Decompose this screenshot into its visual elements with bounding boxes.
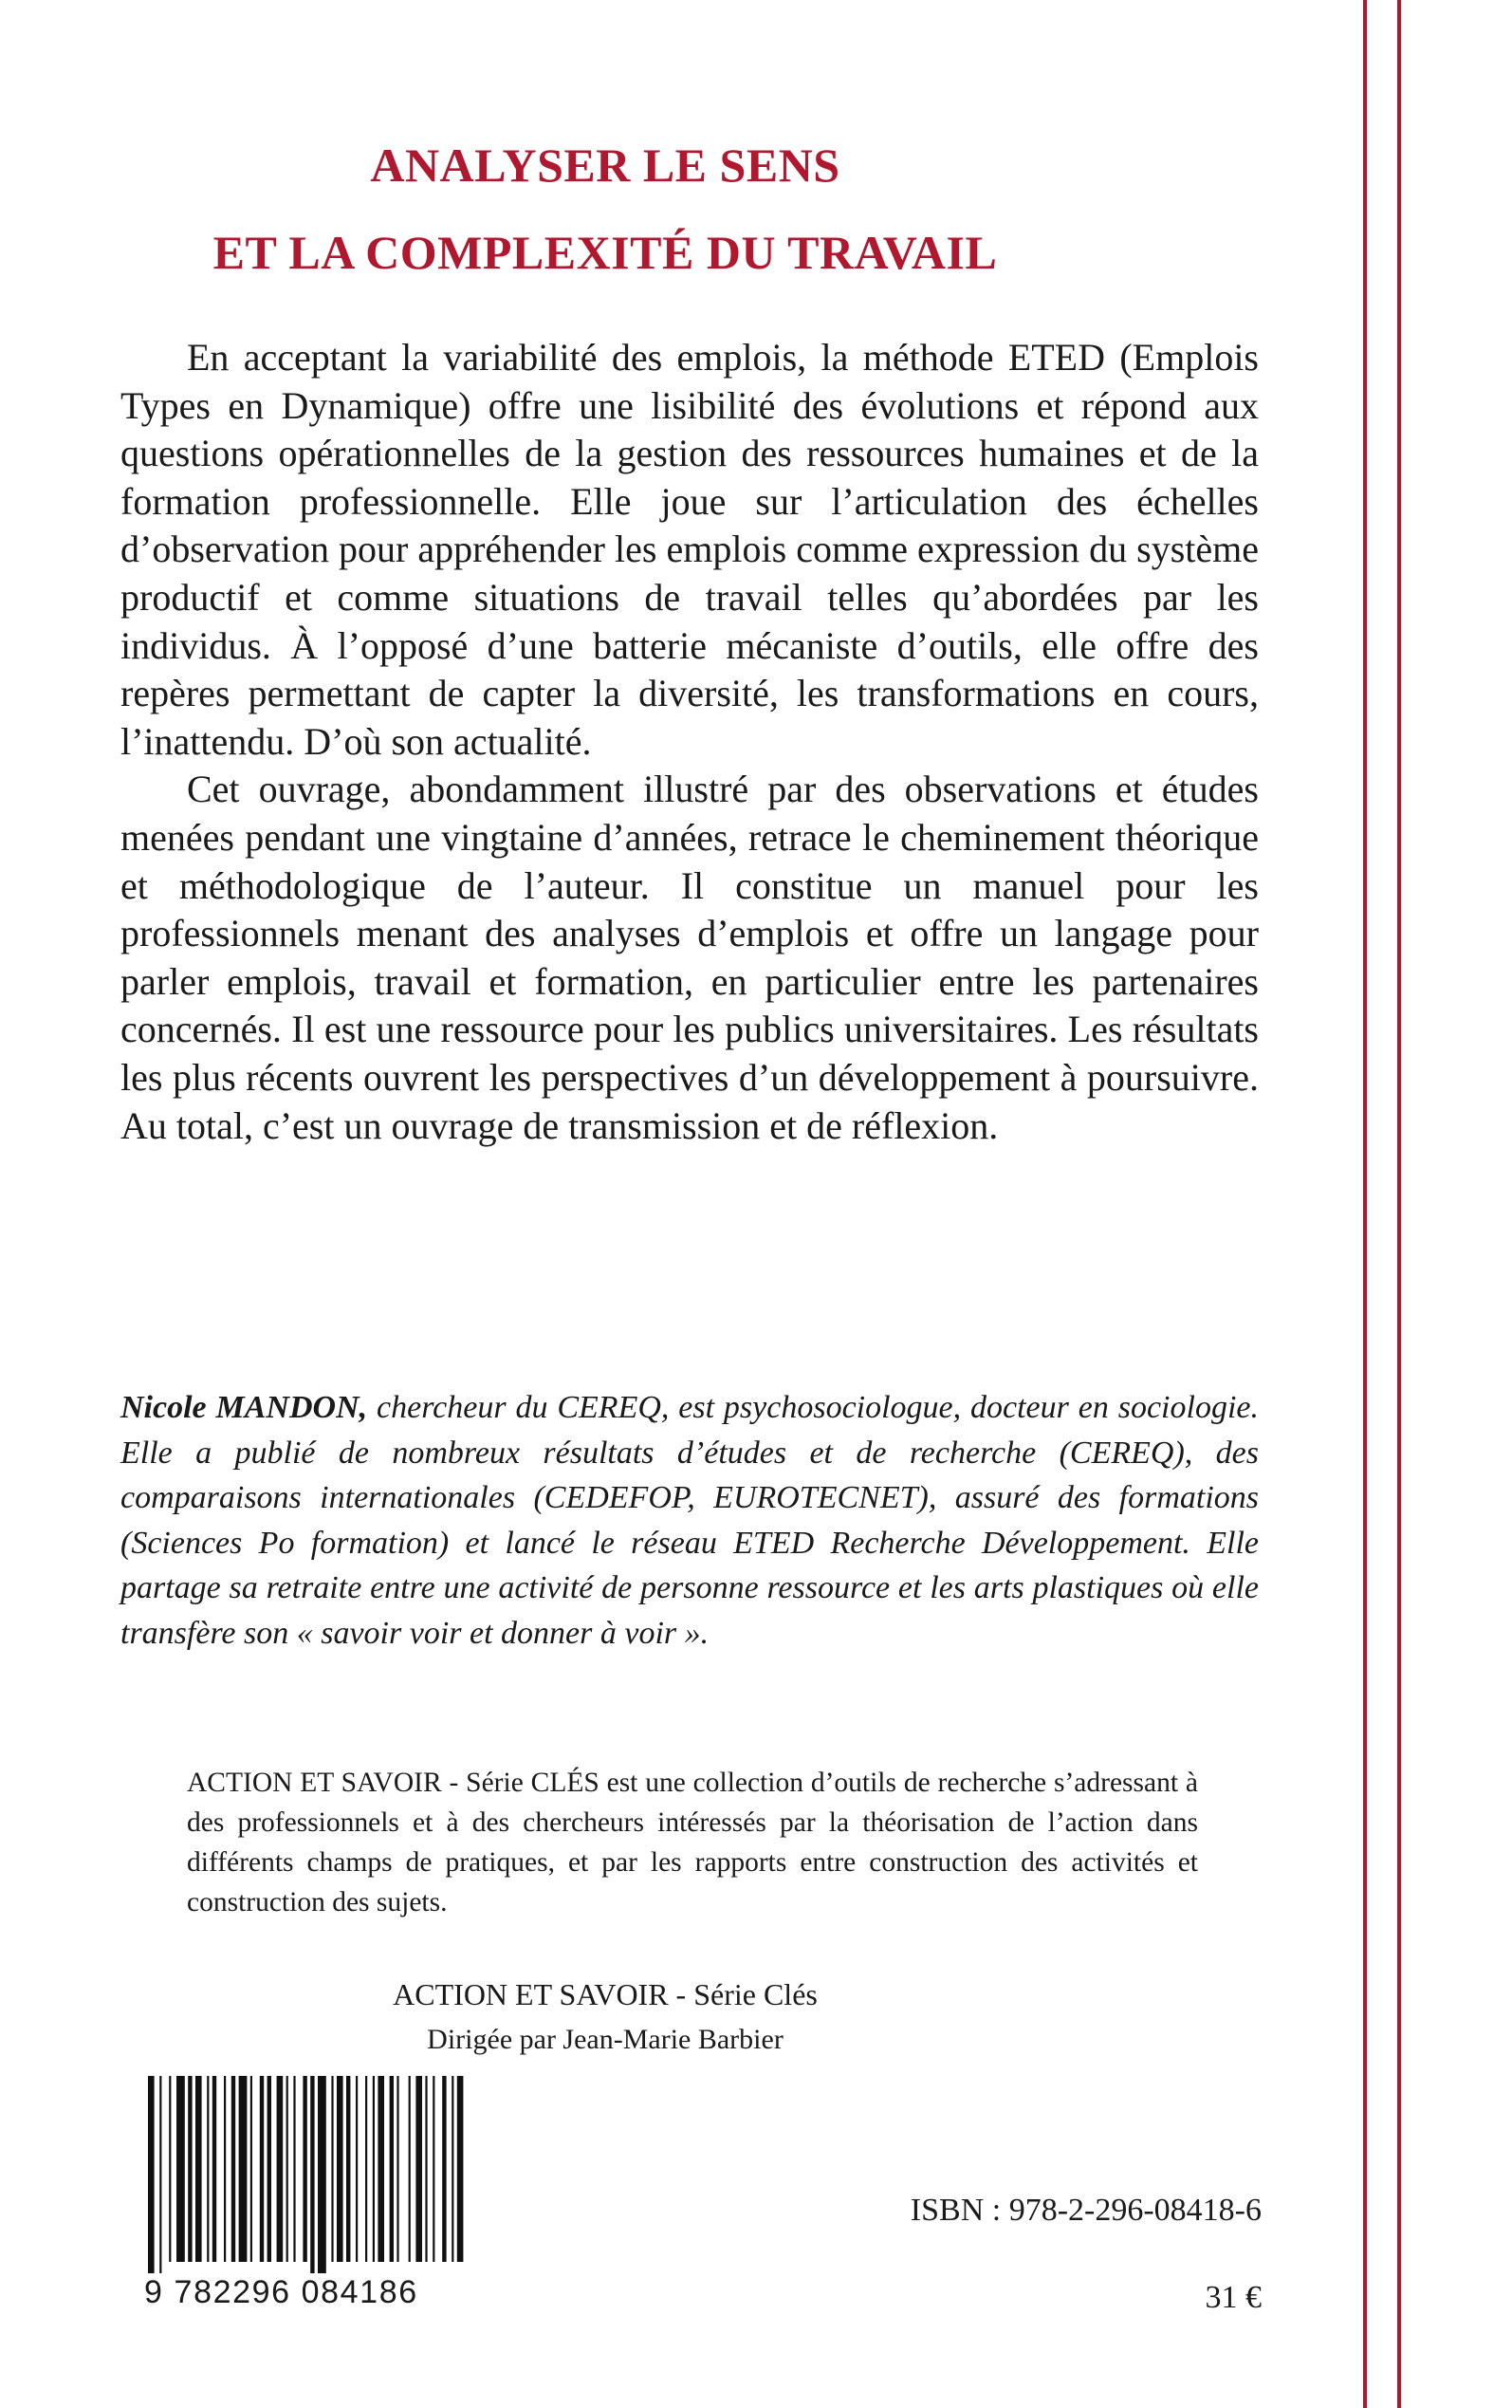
barcode-bar: [365, 2076, 367, 2262]
barcode-bar: [224, 2076, 226, 2262]
barcode-bar: [231, 2076, 235, 2262]
author-bio: [120, 1385, 1259, 1656]
barcode-bar: [425, 2076, 427, 2262]
barcode-bar: [318, 2076, 326, 2273]
barcode-bar: [452, 2076, 453, 2262]
spine-border-line-left: [1363, 0, 1367, 2408]
series-name: ACTION ET SAVOIR - Série Clés: [393, 1977, 818, 2011]
barcode-bar: [356, 2076, 358, 2262]
barcode-bar: [442, 2076, 446, 2262]
book-blurb: [120, 334, 1259, 1150]
author-bio-text: chercheur du CEREQ, est psychosociologue, docteur en sociologie. Elle a publié de nombreux résultats d’études et de recherche (CEREQ), des comparaisons internationales (CEDEFOP, EUROTECNET), assuré des formations (Sciences Po formation) et lancé le réseau ETED Recherche Développement. Elle partage sa retraite entre une activité de personne ressource et les arts plastiques où elle transfère son « savoir voir et donner à voir ».: [120, 1390, 1259, 1651]
barcode-bar: [188, 2076, 192, 2262]
collection-description: ACTION ET SAVOIR - Série CLÉS est une collection d’outils de recherche s’adressant à des professionnels et à des chercheurs intéressés par la théorisation de l’action dans différents champs de pratiques, et par les rapports entre construction des activités et construction des sujets.: [187, 1768, 1198, 1917]
series-editor: Dirigée par Jean-Marie Barbier: [427, 2024, 784, 2055]
barcode-bar: [337, 2076, 343, 2262]
barcode-bar: [378, 2076, 384, 2262]
blurb-paragraph-1: En acceptant la variabilité des emplois, la méthode ETED (Emplois Types en Dynamique) offre une lisibilité des évolutions et répond aux questions opérationnelles de la gestion des ressources humaines et de la formation professionnelle. Elle joue sur l’articulation des échelles d’observation pour appréhender les emplois comme expression du système productif et comme situations de travail telles qu’abordées par les individus. À l’opposé d’une batterie mécaniste d’outils, elle offre des repères permettant de capter la diversité, les transformations en cours, l’inattendu. D’où son actualité.: [120, 336, 1259, 763]
barcode-bar: [169, 2076, 171, 2262]
barcode-bar: [303, 2076, 306, 2262]
barcode-bar: [148, 2076, 155, 2273]
barcode-bar: [277, 2076, 284, 2262]
barcode-bar: [396, 2076, 398, 2262]
barcode-bars: [144, 2076, 467, 2273]
barcode-bar: [286, 2076, 288, 2262]
barcode-bar: [176, 2076, 185, 2262]
author-name: Nicole MANDON,: [120, 1390, 368, 1425]
barcode-bar: [415, 2076, 422, 2262]
barcode-bar: [195, 2076, 202, 2262]
barcode-bar: [433, 2076, 434, 2262]
barcode-bar: [212, 2076, 216, 2262]
barcode-bar: [457, 2076, 464, 2262]
barcode-bar: [293, 2076, 295, 2262]
series-info: [0, 1972, 1210, 2063]
isbn: ISBN : 978-2-296-08418-6: [910, 2193, 1262, 2228]
barcode-bar: [267, 2076, 271, 2262]
title-line-2: ET LA COMPLEXITÉ DU TRAVAIL: [212, 226, 998, 279]
barcode-bar: [373, 2076, 375, 2262]
barcode-bar: [250, 2076, 252, 2262]
barcode-bar: [346, 2076, 350, 2262]
price: 31 €: [1205, 2280, 1262, 2315]
spine-border-line-right: [1397, 0, 1401, 2408]
barcode-bar: [260, 2076, 264, 2262]
barcode-bar: [207, 2076, 209, 2262]
barcode-bar: [310, 2076, 314, 2273]
barcode-bar: [159, 2076, 161, 2273]
barcode: [144, 2076, 467, 2273]
barcode-digits: 9 782296 084186: [144, 2274, 418, 2310]
barcode-bar: [409, 2076, 411, 2262]
barcode-bar: [331, 2076, 333, 2262]
title-line-1: ANALYSER LE SENS: [370, 139, 840, 192]
barcode-bar: [390, 2076, 394, 2262]
blurb-paragraph-2: Cet ouvrage, abondamment illustré par des observations et études menées pendant une vingtaine d’années, retrace le cheminement théorique et méthodologique de l’auteur. Il constitue un manuel pour les professionnels menant des analyses d’emplois et offre un langage pour parler emplois, travail et formation, en particulier entre les partenaires concernés. Il est une ressource pour les publics universitaires. Les résultats les plus récents ouvrent les perspectives d’un développement à poursuivre. Au total, c’est un ouvrage de transmission et de réflexion.: [120, 768, 1259, 1147]
barcode-bar: [239, 2076, 248, 2262]
book-title: [0, 121, 1210, 296]
